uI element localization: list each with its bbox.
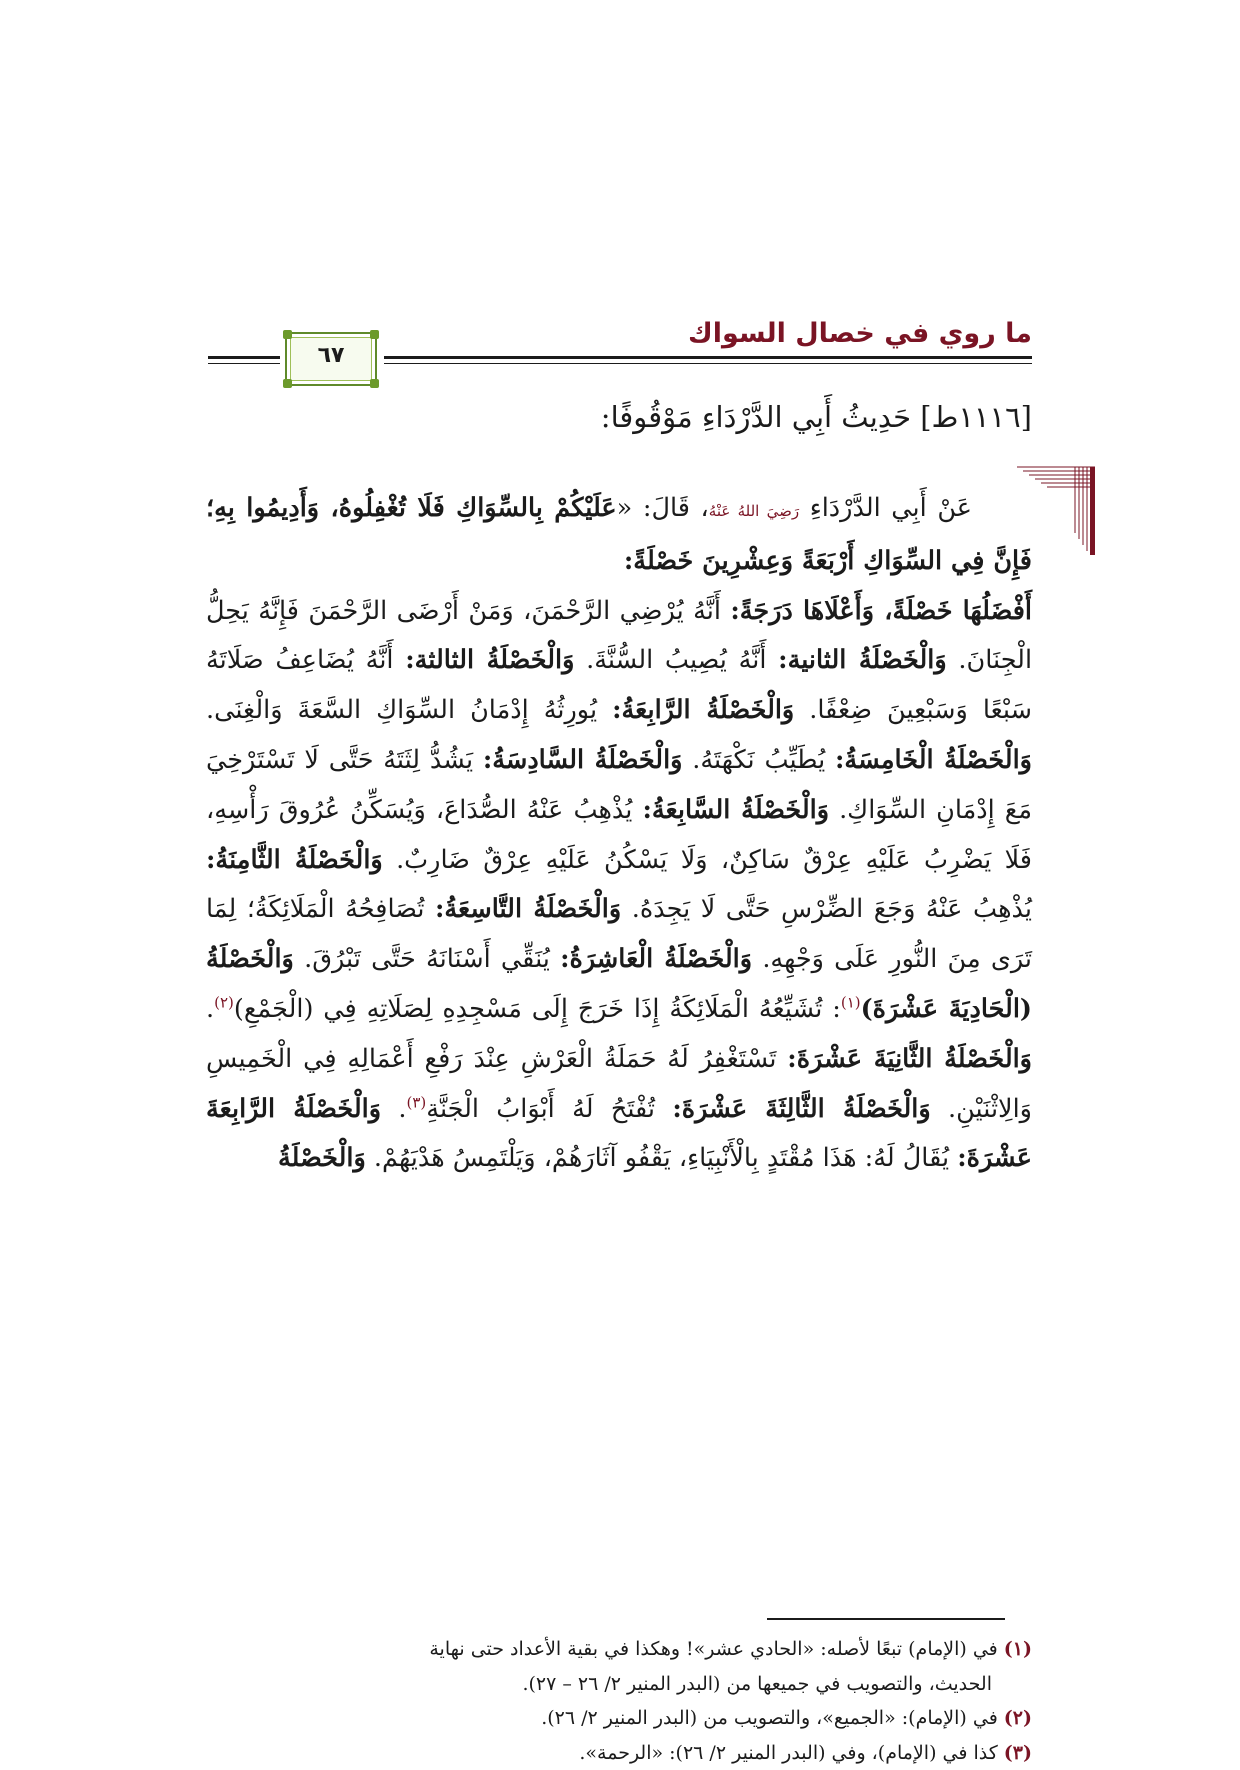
footnote-number: (٢): [1004, 1707, 1032, 1729]
trait-text-14: يُقَالُ لَهُ: هَذَا مُقْتَدٍ بِالْأَنْبِيَاءِ، يَقْفُو آثَارَهُمْ، وَيَلْتَمِسُ هَدْيَهُمْ.: [366, 1143, 957, 1173]
trait-text-11: : تُشَيِّعُهُ الْمَلَائِكَةُ إِذَا خَرَجَ إِلَى مَسْجِدِهِ لِصَلَاتِهِ فِي (الْجَمْعِ): [234, 994, 841, 1024]
footnote-number: (١): [1004, 1638, 1032, 1660]
footnote-text: الحديث، والتصويب في جميعها من (البدر المنير ٢/ ٢٦ – ٢٧).: [522, 1673, 992, 1695]
trait-text-9: تُصَافِحُهُ الْمَلَائِكَةُ؛ لِمَا تَرَى مِنَ النُّورِ عَلَى وَجْهِهِ.: [206, 894, 1032, 974]
trait-text-10: يُنَقِّي أَسْنَانَهُ حَتَّى تَبْرُقَ.: [294, 944, 560, 974]
footnote-2: [206, 1701, 1032, 1736]
trait-text-13-end: .: [381, 1094, 406, 1124]
section-heading: [١١١٦ط] حَدِيثُ أَبِي الدَّرْدَاءِ مَوْقُوفًا:: [208, 400, 1032, 434]
page-number: ٦٧: [287, 343, 375, 368]
page-number-frame: [285, 332, 377, 386]
trait-text-8: يُذْهِبُ عَنْهُ وَجَعَ الضِّرْسِ حَتَّى لَا يَجِدَهُ.: [621, 894, 1032, 924]
trait-text-3: أَنَّهُ يُضَاعِفُ صَلَاتَهُ سَبْعًا وَسَبْعِينَ ضِعْفًا.: [206, 645, 1032, 725]
trait-term-14: وَالْخَصْلَةُ الرَّابِعَةَ عَشْرَةَ:: [206, 1094, 1032, 1174]
trait-term-1: أَفْضَلُهَا خَصْلَةً، وَأَعْلَاهَا دَرَجَةً:: [730, 596, 1032, 626]
trait-term-5: وَالْخَصْلَةُ الْخَامِسَةُ:: [835, 745, 1032, 775]
footnote-ref-1[interactable]: (١): [841, 993, 861, 1011]
honorific: رَضِيَ اللهُ عَنْهُ: [709, 502, 799, 520]
footnote-text: كذا في (الإمام)، وفي (البدر المنير ٢/ ٢٦): «الرحمة».: [579, 1742, 997, 1764]
trait-text-7: يُذْهِبُ عَنْهُ الصُّدَاعَ، وَيُسَكِّنُ عُرُوقَ رَأْسِهِ، فَلَا يَضْرِبُ عَلَيْهِ عِرْقٌ سَاكِنٌ، وَلَا يَسْكُنُ عَلَيْهِ عِرْقٌ ضَارِبٌ.: [206, 795, 1032, 875]
footnote-separator: [767, 1618, 1005, 1620]
frame-ornament-icon: [283, 379, 292, 388]
trait-term-12: وَالْخَصْلَةُ الثَّانِيَةَ عَشْرَةَ:: [787, 1044, 1032, 1074]
footnote-text: في (الإمام) تبعًا لأصله: «الحادي عشر»! وهكذا في بقية الأعداد حتى نهاية: [429, 1638, 997, 1660]
trait-term-15: وَالْخَصْلَةُ: [278, 1143, 366, 1173]
footnote-ref-2[interactable]: (٢): [214, 993, 234, 1011]
trait-text-4: يُورِثُهُ إِدْمَانُ السِّوَاكِ السَّعَةَ وَالْغِنَى.: [206, 695, 612, 725]
frame-ornament-icon: [370, 379, 379, 388]
intro-said: ، قَالَ: «: [617, 493, 709, 523]
trait-term-7: وَالْخَصْلَةُ السَّابِعَةُ:: [642, 795, 829, 825]
trait-text-2: أَنَّهُ يُصِيبُ السُّنَّةَ.: [574, 645, 778, 675]
trait-text-1: أَنَّهُ يُرْضِي الرَّحْمَنَ، وَمَنْ أَرْضَى الرَّحْمَنَ فَإِنَّهُ يَحِلُّ الْجِنَانَ.: [206, 596, 1032, 676]
trait-term-10: وَالْخَصْلَةُ الْعَاشِرَةُ:: [560, 944, 752, 974]
footnotes: [206, 1632, 1032, 1770]
header-rule-short: [208, 356, 280, 364]
trait-term-6: وَالْخَصْلَةُ السَّادِسَةُ:: [483, 745, 683, 775]
footnote-number: (٣): [1004, 1742, 1032, 1764]
frame-ornament-icon: [283, 330, 292, 339]
footnote-1-continued: [206, 1667, 1032, 1702]
trait-term-4: وَالْخَصْلَةُ الرَّابِعَةُ:: [612, 695, 794, 725]
trait-term-3: وَالْخَصْلَةُ الثالثة:: [405, 645, 574, 675]
trait-term-9: وَالْخَصْلَةُ التَّاسِعَةُ:: [435, 894, 621, 924]
trait-term-11: وَالْخَصْلَةُ (الْحَادِيَةَ عَشْرَةَ): [206, 944, 1032, 1024]
trait-term-8: وَالْخَصْلَةُ الثَّامِنَةُ:: [206, 845, 383, 875]
footnote-ref-3[interactable]: (٣): [407, 1093, 427, 1111]
header-rule: [384, 356, 1032, 364]
footnote-3: [206, 1736, 1032, 1770]
trait-text-12: تَسْتَغْفِرُ لَهُ حَمَلَةُ الْعَرْشِ عِنْدَ رَفْعِ أَعْمَالِهِ فِي الْخَمِيسِ وَالِاثْنَيْنِ.: [206, 1044, 1032, 1124]
trait-term-2: وَالْخَصْلَةُ الثانية:: [778, 645, 947, 675]
footnote-1: [206, 1632, 1032, 1667]
quote-lead: عَلَيْكُمْ بِالسِّوَاكِ فَلَا تُغْفِلُوهُ، وَأَدِيمُوا بِهِ؛ فَإِنَّ فِي السِّوَاكِ أَرْبَعَةً وَعِشْرِينَ خَصْلَةً:: [206, 493, 1032, 576]
trait-term-13: وَالْخَصْلَةُ الثَّالِثَةَ عَشْرَةَ:: [672, 1094, 930, 1124]
running-title: ما روي في خصال السواك: [688, 318, 1032, 349]
trait-text-13: تُفْتَحُ لَهُ أَبْوَابُ الْجَنَّةِ: [426, 1094, 672, 1124]
trait-text-11-end: .: [206, 994, 214, 1024]
intro-narrator: عَنْ أَبِي الدَّرْدَاءِ: [799, 493, 1032, 523]
trait-text-6: يَشُدُّ لِثَتَهُ حَتَّى لَا تَسْتَرْخِيَ مَعَ إِدْمَانِ السِّوَاكِ.: [206, 745, 1032, 825]
hadith-text: [206, 484, 1032, 1184]
footnote-text: في (الإمام): «الجميع»، والتصويب من (البدر المنير ٢/ ٢٦).: [541, 1707, 998, 1729]
trait-text-5: يُطَيِّبُ نَكْهَتَهُ.: [682, 745, 835, 775]
frame-ornament-icon: [370, 330, 379, 339]
